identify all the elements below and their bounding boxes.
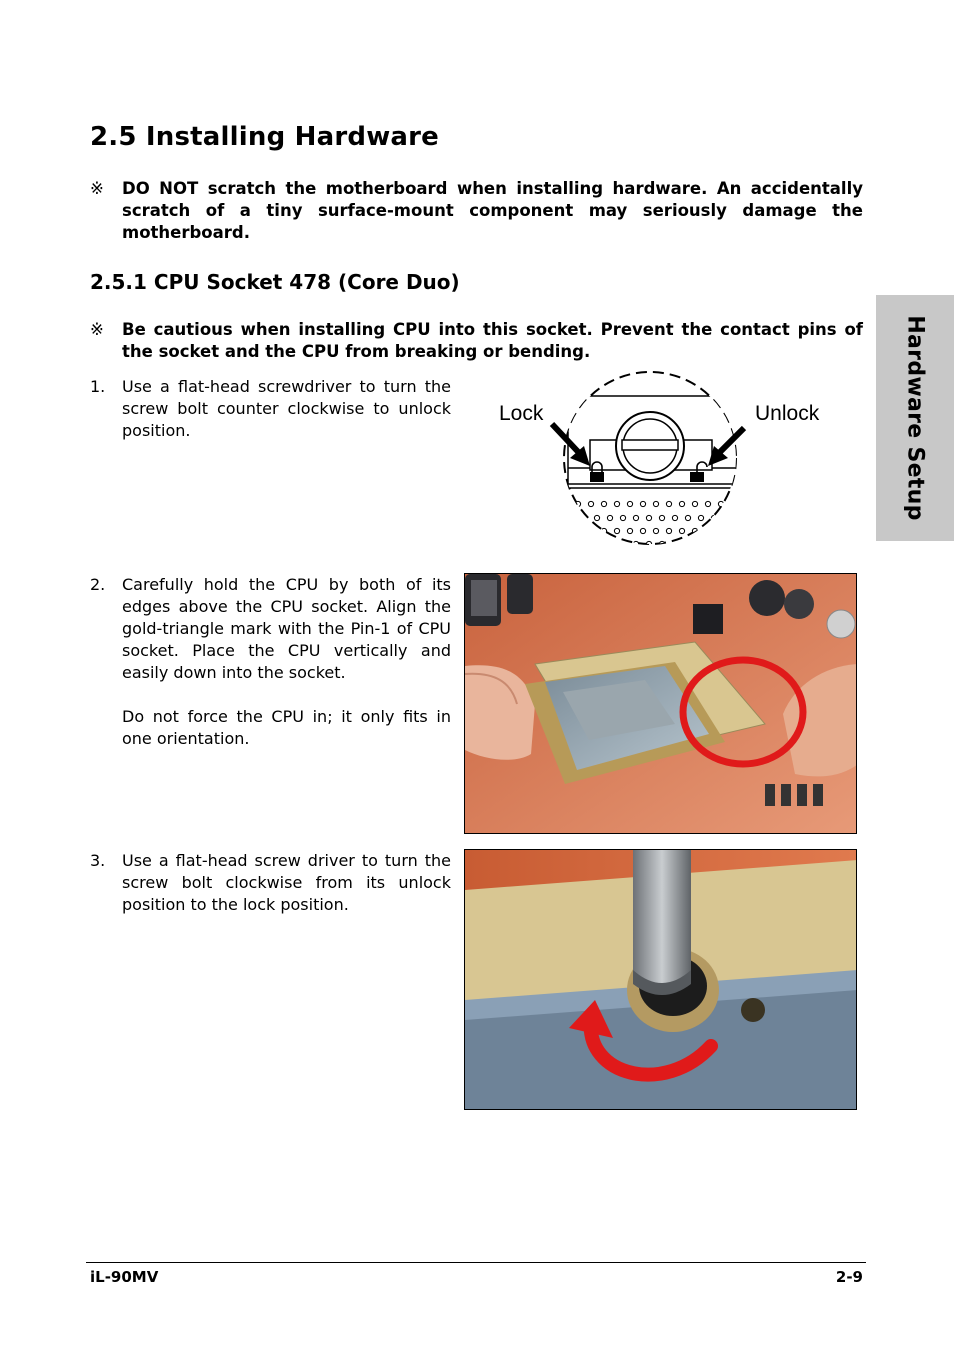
footer-divider: [86, 1262, 866, 1263]
step-note: Do not force the CPU in; it only fits in one orientation.: [122, 707, 451, 748]
warning-note: [90, 178, 863, 244]
reference-mark-icon: ※: [90, 179, 104, 198]
socket-pin-hole: [718, 501, 723, 506]
socket-pin-hole: [698, 541, 703, 546]
caution-text: Be cautious when installing CPU into this socket. Prevent the contact pins of the socket and the CPU from breaking or bending.: [122, 320, 863, 361]
socket-pin-hole: [705, 501, 710, 506]
socket-pin-hole: [633, 515, 638, 520]
socket-pin-hole: [653, 501, 658, 506]
socket-pin-hole: [705, 528, 710, 533]
socket-pin-hole: [672, 541, 677, 546]
socket-pin-hole: [711, 541, 716, 546]
lock-label: Lock: [499, 402, 544, 425]
socket-pin-hole: [607, 515, 612, 520]
step-3: [90, 850, 451, 916]
socket-pin-hole: [581, 541, 586, 546]
socket-pin-hole: [575, 528, 580, 533]
socket-pin-hole: [640, 528, 645, 533]
subsection-title: 2.5.1 CPU Socket 478 (Core Duo): [90, 270, 460, 294]
socket-pin-hole: [666, 501, 671, 506]
page-number: 2-9: [835, 1268, 863, 1286]
reference-mark-icon: ※: [90, 320, 104, 339]
footer-model: iL-90MV: [90, 1268, 159, 1286]
socket-pin-hole: [607, 541, 612, 546]
cpu-alignment-photo: [464, 573, 857, 834]
side-tab-label: Hardware Setup: [902, 315, 928, 521]
step-2: [90, 574, 451, 750]
step-text: Use a flat-head screwdriver to turn the screw bolt counter clockwise to unlock position.: [122, 377, 451, 440]
socket-pin-hole: [614, 501, 619, 506]
side-tab: [876, 295, 954, 541]
step-number: 1.: [90, 377, 106, 396]
socket-pin-hole: [601, 501, 606, 506]
socket-pin-hole: [692, 501, 697, 506]
step-1: [90, 376, 451, 442]
socket-pin-hole: [588, 501, 593, 506]
socket-pin-hole: [620, 541, 625, 546]
socket-pin-hole: [679, 528, 684, 533]
screwdriver-lock-photo: [464, 849, 857, 1110]
socket-pin-hole: [653, 528, 658, 533]
socket-pin-hole: [614, 528, 619, 533]
socket-pin-hole: [659, 515, 664, 520]
socket-pin-hole: [640, 501, 645, 506]
socket-pin-hole: [620, 515, 625, 520]
socket-pin-hole: [646, 515, 651, 520]
socket-pin-hole: [724, 541, 729, 546]
socket-pin-hole: [627, 501, 632, 506]
step-number: 3.: [90, 851, 106, 870]
caution-note: [90, 319, 863, 363]
socket-pin-hole: [594, 515, 599, 520]
step-text: Carefully hold the CPU by both of its edges above the CPU socket. Align the gold-triangle mark with the Pin-1 of CPU socket. Place the CPU vertically and easily down into the socket.: [122, 575, 451, 682]
socket-pin-hole: [685, 541, 690, 546]
socket-pin-hole: [588, 528, 593, 533]
page-title: 2.5 Installing Hardware: [90, 122, 440, 152]
unlock-label: Unlock: [755, 402, 820, 425]
socket-pin-hole: [633, 541, 638, 546]
socket-pin-hole: [685, 515, 690, 520]
socket-pin-hole: [672, 515, 677, 520]
socket-pin-hole: [666, 528, 671, 533]
socket-pin-hole: [679, 501, 684, 506]
step-text: Use a flat-head screw driver to turn the screw bolt clockwise from its unlock position to the lock position.: [122, 851, 451, 914]
warning-text: DO NOT scratch the motherboard when installing hardware. An accidentally scratch of a tiny surface-mount component may seriously damage the motherboard.: [122, 179, 863, 242]
socket-pin-hole: [698, 515, 703, 520]
socket-pin-hole: [627, 528, 632, 533]
socket-pin-hole: [594, 541, 599, 546]
socket-pin-hole: [724, 515, 729, 520]
socket-lock-diagram: [490, 368, 830, 550]
socket-pin-hole: [718, 528, 723, 533]
step-number: 2.: [90, 575, 106, 594]
socket-pin-hole: [711, 515, 716, 520]
